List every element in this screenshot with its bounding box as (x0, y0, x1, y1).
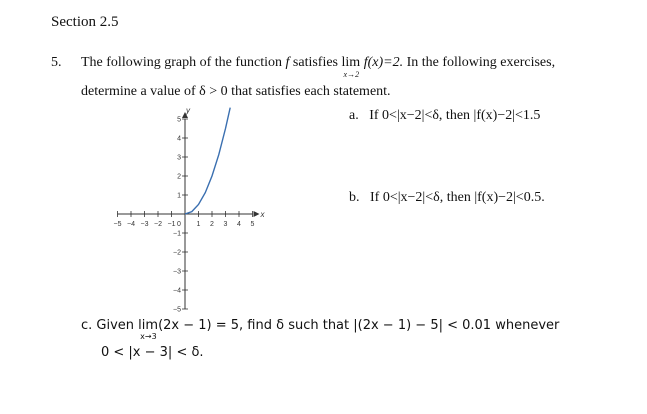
lim-word-c: lim (138, 318, 159, 333)
statement-text: satisfies (289, 55, 342, 70)
x-tick-label: 5 (250, 221, 255, 228)
part-a (349, 108, 540, 124)
y-tick-label: −1 (173, 230, 181, 238)
y-tick-label: −4 (173, 287, 181, 295)
x-tick-label: 1 (196, 221, 201, 228)
y-tick-label: 2 (177, 173, 181, 181)
part-b (349, 190, 545, 206)
x-tick-label: −5 (113, 221, 122, 228)
y-tick-label: 4 (177, 135, 181, 143)
y-axis-label: y (186, 106, 190, 115)
limit-operator-c (138, 318, 159, 341)
lim-subscript-c: x→3 (140, 332, 157, 341)
axes-group (114, 106, 266, 314)
y-tick-label: −3 (173, 268, 181, 276)
problem-statement-line2: determine a value of δ > 0 that satisfies each statement. (81, 84, 391, 99)
function-curve (185, 108, 230, 214)
y-tick-label: −5 (173, 306, 181, 314)
part-c-prefix: c. Given (81, 318, 139, 333)
x-tick-label: −3 (140, 221, 149, 228)
statement-text: The following graph of the function (81, 55, 286, 70)
limit-operator (341, 55, 361, 79)
x-axis-label: x (260, 210, 265, 219)
x-tick-label: −1 (167, 221, 176, 228)
y-tick-label: 3 (177, 154, 181, 162)
section-heading: Section 2.5 (51, 14, 119, 30)
problem-number: 5. (51, 55, 62, 70)
lim-word: lim (341, 55, 361, 70)
y-tick-label: 5 (177, 116, 181, 124)
problem-statement-line1 (81, 55, 556, 79)
part-a-text: If 0<|x−2|<δ, then |f(x)−2|<1.5 (369, 108, 541, 123)
part-c-continuation: 0 < |x − 3| < δ. (101, 345, 204, 360)
x-tick-label: 2 (210, 221, 214, 228)
part-b-label: b. (349, 190, 360, 205)
part-c (81, 318, 560, 341)
x-tick-label: 3 (223, 221, 228, 228)
x-axis-arrow (254, 211, 260, 217)
x-tick-label: 0 (177, 221, 181, 228)
part-a-label: a. (349, 108, 359, 123)
x-tick-label: 4 (237, 221, 241, 228)
y-tick-label: −2 (173, 249, 181, 257)
statement-text: In the following exercises, (403, 55, 556, 70)
limit-expression: f(x)=2. (363, 55, 404, 70)
part-b-text: If 0<|x−2|<δ, then |f(x)−2|<0.5. (370, 190, 545, 205)
x-tick-label: −4 (127, 221, 135, 228)
part-c-text: (2x − 1) = 5, find δ such that |(2x − 1) − 5| < 0.01 whenever (158, 318, 560, 333)
y-tick-label: 1 (177, 192, 181, 200)
function-name: f (285, 55, 290, 70)
lim-subscript: x→2 (343, 70, 360, 79)
x-tick-label: −2 (154, 221, 162, 228)
function-graph (80, 104, 300, 314)
